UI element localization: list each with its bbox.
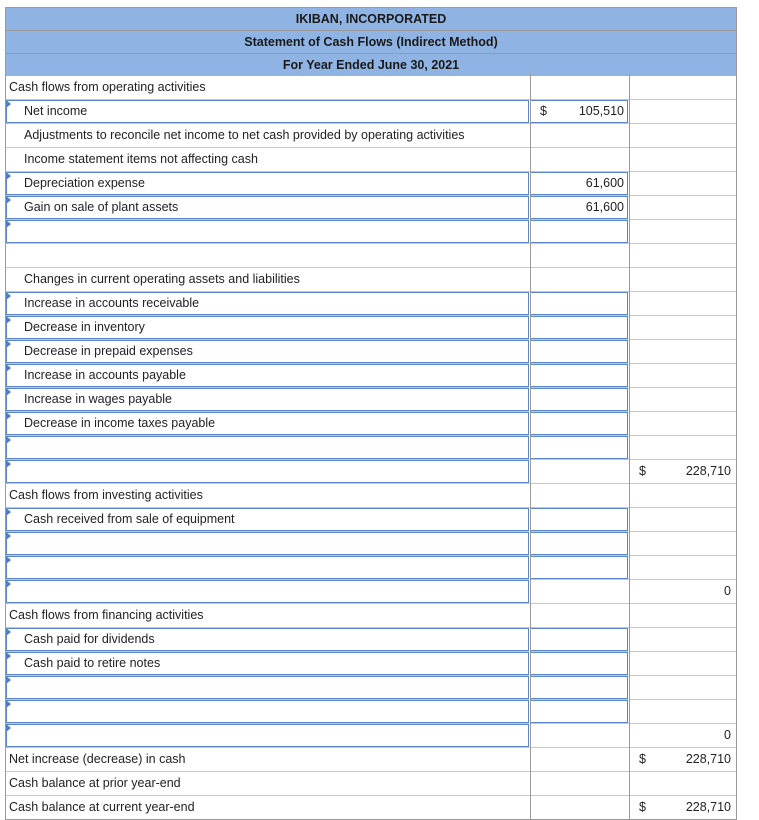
net-increase-label: Net increase (decrease) in cash <box>9 752 186 766</box>
blank-amount-input-6[interactable] <box>530 700 628 723</box>
prior-balance-label: Cash balance at prior year-end <box>9 776 181 790</box>
changes-heading-row <box>6 268 736 292</box>
investing-total-cell <box>629 580 735 603</box>
ap-label: Increase in accounts payable <box>24 368 186 382</box>
ap-label-cell[interactable] <box>6 364 529 387</box>
net-increase-cell <box>629 748 735 771</box>
income-items-label: Income statement items not affecting cash <box>24 152 258 166</box>
column-divider-2 <box>629 74 630 820</box>
ar-row <box>6 292 736 316</box>
taxes-row <box>6 412 736 436</box>
investing-heading-row <box>6 484 736 508</box>
operating-total-row <box>6 460 736 484</box>
blank-input-row-6 <box>6 700 736 724</box>
prepaid-label-cell[interactable] <box>6 340 529 363</box>
equipment-row <box>6 508 736 532</box>
statement-period: For Year Ended June 30, 2021 <box>6 53 736 76</box>
inventory-row <box>6 316 736 340</box>
column-divider-1 <box>530 74 531 820</box>
operating-total-label-cell[interactable] <box>6 460 529 483</box>
changes-heading: Changes in current operating assets and liabilities <box>24 272 300 286</box>
blank-amount-input-4[interactable] <box>530 556 628 579</box>
statement-title: Statement of Cash Flows (Indirect Method) <box>6 30 736 53</box>
net-income-dollar: $ <box>540 104 547 118</box>
operating-heading: Cash flows from operating activities <box>9 80 206 94</box>
notes-amount-cell[interactable] <box>530 652 628 675</box>
inventory-label: Decrease in inventory <box>24 320 145 334</box>
blank-label-input-6[interactable] <box>6 700 529 723</box>
cash-flow-statement <box>5 7 737 820</box>
gain-sale-row <box>6 196 736 220</box>
depreciation-value: 61,600 <box>585 176 624 190</box>
adjustments-label: Adjustments to reconcile net income to net cash provided by operating activities <box>24 128 465 142</box>
notes-label-cell[interactable] <box>6 652 529 675</box>
financing-heading-row <box>6 604 736 628</box>
net-increase-dollar: $ <box>639 752 646 766</box>
blank-amount-input-5[interactable] <box>530 676 628 699</box>
financing-heading: Cash flows from financing activities <box>9 608 204 622</box>
investing-total-value: 0 <box>724 584 731 598</box>
net-increase-row <box>6 748 736 772</box>
inventory-amount-cell[interactable] <box>530 316 628 339</box>
blank-input-row-1 <box>6 220 736 244</box>
net-income-label-cell[interactable] <box>6 100 529 123</box>
blank-label-input-5[interactable] <box>6 676 529 699</box>
current-balance-dollar: $ <box>639 800 646 814</box>
blank-input-row-2 <box>6 436 736 460</box>
prepaid-row <box>6 340 736 364</box>
depreciation-row <box>6 172 736 196</box>
operating-total-cell <box>629 460 735 483</box>
blank-label-input-2[interactable] <box>6 436 529 459</box>
gain-sale-value: 61,600 <box>585 200 624 214</box>
blank-amount-input-3[interactable] <box>530 532 628 555</box>
blank-amount-input-1[interactable] <box>530 220 628 243</box>
notes-row <box>6 652 736 676</box>
taxes-label-cell[interactable] <box>6 412 529 435</box>
wages-label-cell[interactable] <box>6 388 529 411</box>
financing-total-row <box>6 724 736 748</box>
company-name: IKIBAN, INCORPORATED <box>6 7 736 30</box>
income-items-row <box>6 148 736 172</box>
notes-label: Cash paid to retire notes <box>24 656 161 670</box>
financing-total-label-cell[interactable] <box>6 724 529 747</box>
blank-input-row-3 <box>6 532 736 556</box>
wages-amount-cell[interactable] <box>530 388 628 411</box>
investing-total-label-cell[interactable] <box>6 580 529 603</box>
blank-label-input-1[interactable] <box>6 220 529 243</box>
operating-total-value: 228,710 <box>685 464 731 478</box>
gain-sale-label-cell[interactable] <box>6 196 529 219</box>
blank-input-row-5 <box>6 676 736 700</box>
net-income-amount-cell[interactable] <box>530 100 628 123</box>
dividends-label: Cash paid for dividends <box>24 632 155 646</box>
ar-amount-cell[interactable] <box>530 292 628 315</box>
prepaid-label: Decrease in prepaid expenses <box>24 344 193 358</box>
current-balance-value: 228,710 <box>685 800 731 814</box>
blank-label-input-3[interactable] <box>6 532 529 555</box>
depreciation-label: Depreciation expense <box>24 176 145 190</box>
equipment-label-cell[interactable] <box>6 508 529 531</box>
spacer-row <box>6 244 736 268</box>
wages-row <box>6 388 736 412</box>
net-increase-value: 228,710 <box>685 752 731 766</box>
depreciation-label-cell[interactable] <box>6 172 529 195</box>
ap-amount-cell[interactable] <box>530 364 628 387</box>
blank-label-input-4[interactable] <box>6 556 529 579</box>
dividends-label-cell[interactable] <box>6 628 529 651</box>
financing-total-value: 0 <box>724 728 731 742</box>
net-income-value: 105,510 <box>578 104 624 118</box>
wages-label: Increase in wages payable <box>24 392 173 406</box>
financing-total-cell <box>629 724 735 747</box>
investing-total-row <box>6 580 736 604</box>
blank-amount-input-2[interactable] <box>530 436 628 459</box>
blank-input-row-4 <box>6 556 736 580</box>
ar-label: Increase in accounts receivable <box>24 296 200 310</box>
current-balance-label: Cash balance at current year-end <box>9 800 195 814</box>
gain-sale-amount-cell[interactable] <box>530 196 628 219</box>
equipment-label: Cash received from sale of equipment <box>24 512 235 526</box>
investing-heading: Cash flows from investing activities <box>9 488 203 502</box>
dividends-amount-cell[interactable] <box>530 628 628 651</box>
equipment-amount-cell[interactable] <box>530 508 628 531</box>
current-balance-row <box>6 796 736 820</box>
adjustments-row <box>6 124 736 148</box>
prior-balance-row <box>6 772 736 796</box>
ap-row <box>6 364 736 388</box>
depreciation-amount-cell[interactable] <box>530 172 628 195</box>
taxes-label: Decrease in income taxes payable <box>24 416 216 430</box>
operating-heading-row <box>6 76 736 100</box>
dividends-row <box>6 628 736 652</box>
prepaid-amount-cell[interactable] <box>530 340 628 363</box>
gain-sale-label: Gain on sale of plant assets <box>24 200 179 214</box>
current-balance-cell <box>629 796 735 819</box>
net-income-label: Net income <box>24 104 88 118</box>
net-income-row <box>6 100 736 124</box>
operating-total-dollar: $ <box>639 464 646 478</box>
taxes-amount-cell[interactable] <box>530 412 628 435</box>
inventory-label-cell[interactable] <box>6 316 529 339</box>
ar-label-cell[interactable] <box>6 292 529 315</box>
